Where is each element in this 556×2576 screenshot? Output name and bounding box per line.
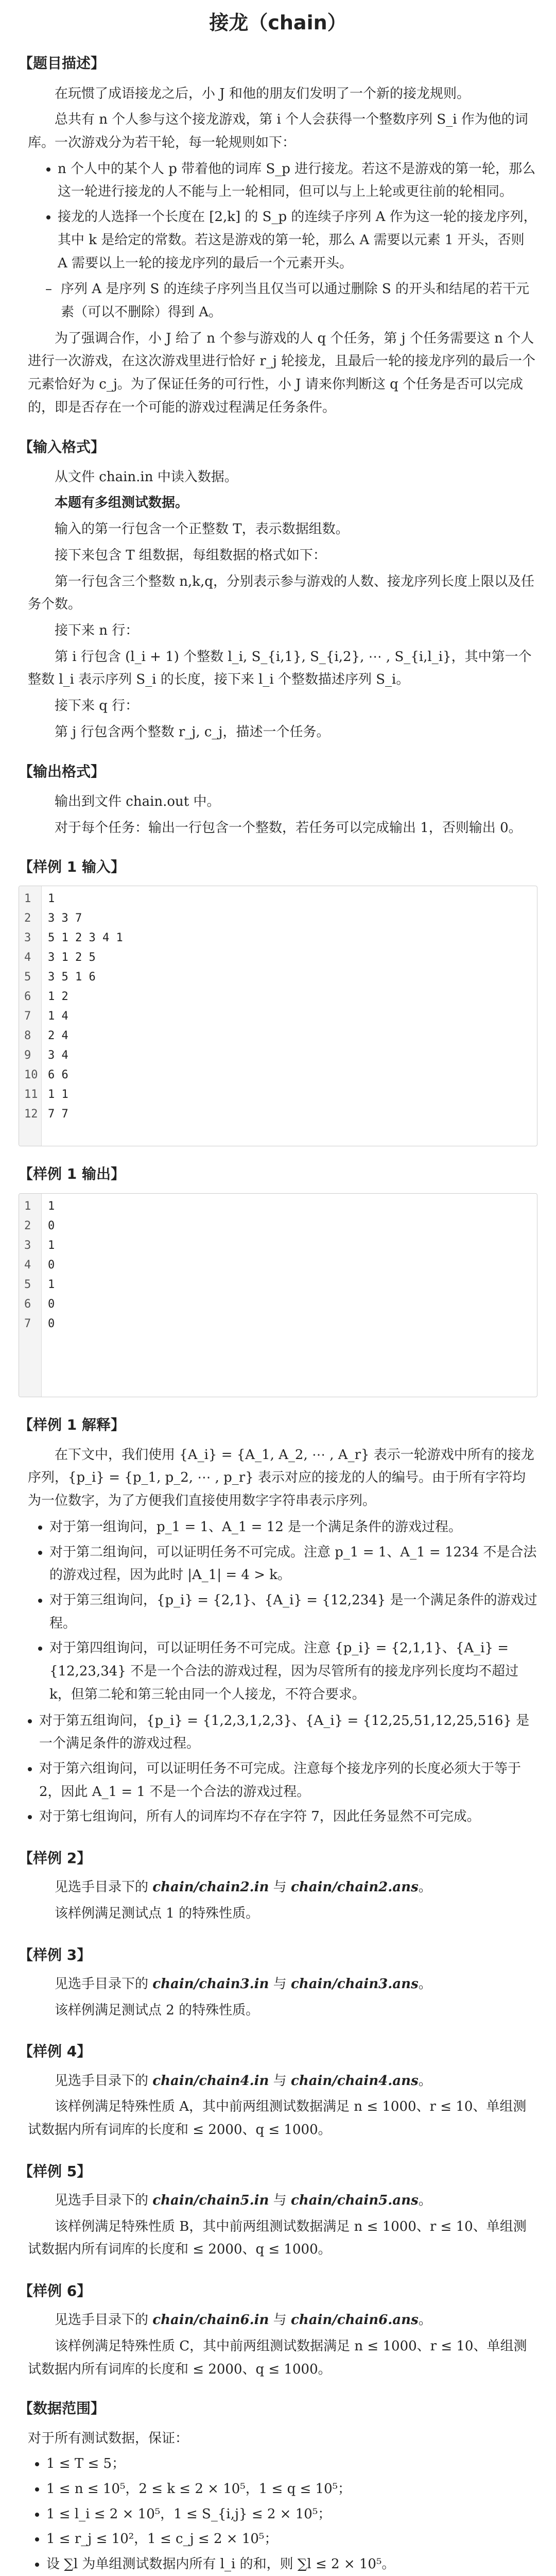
code-line: 0 (48, 1258, 55, 1272)
description-section (19, 82, 537, 419)
sample-text: 与 (269, 2312, 291, 2328)
sample-text: 。 (418, 1879, 432, 1895)
explanation-heading: 【样例 1 解释】 (19, 1416, 125, 1433)
sample-heading: 【样例 2】 (19, 1850, 92, 1867)
line-number: 6 (24, 1297, 31, 1311)
explanation-item: • 对于第四组询问，可以证明任务不可完成。注意 {p_i} = {2,1,1}、{A_i} = {12,23,34} 不是一个合法的游戏过程，因为尽管所有的接龙序列长度均不超过 k，但第二轮和第三轮由同一个人接龙，不符合要求。 (49, 1637, 537, 1706)
sample-files-line (28, 1876, 537, 1899)
answer-file-name: chain/chain3.ans (290, 1976, 419, 1992)
code-line: 3 1 2 5 (48, 951, 96, 964)
explanation-item: • 对于第七组询问，所有人的词库均不存在字符 7，因此任务显然不可完成。 (39, 1805, 537, 1828)
input-file-name: chain/chain4.in (152, 2073, 269, 2089)
answer-file-name: chain/chain6.ans (290, 2312, 419, 2328)
code-line: 1 4 (48, 1010, 68, 1023)
line-number: 2 (24, 912, 31, 925)
input-line: 输入的第一行包含一个正整数 T，表示数据组数。 (55, 521, 349, 537)
sample-heading: 【样例 6】 (19, 2282, 92, 2300)
sample-property-note: 该样例满足特殊性质 C，其中前两组测试数据满足 n ≤ 1000、r ≤ 10、单组测试数据内所有词库的长度和 ≤ 2000、q ≤ 1000。 (28, 2338, 527, 2377)
input-line: 第 i 行包含 (l_i + 1) 个整数 l_i, S_{i,1}, S_{i,2}, ⋯ , S_{i,l_i}，其中第一个整数 l_i 表示序列 S_i 的长度，接下来 l_i 个整数描述序列 S_i。 (28, 649, 532, 688)
code-line: 6 6 (48, 1069, 68, 1082)
sample-property-note: 该样例满足特殊性质 B，其中前两组测试数据满足 n ≤ 1000、r ≤ 10、单组测试数据内所有词库的长度和 ≤ 2000、q ≤ 1000。 (28, 2218, 527, 2258)
sample-block (19, 1876, 537, 1925)
output-line: 对于每个任务：输出一行包含一个整数，若任务可以完成输出 1，否则输出 0。 (55, 820, 522, 836)
rule-list (28, 158, 537, 275)
sample1-input-heading: 【样例 1 输入】 (19, 858, 125, 876)
explanation-list-outer (19, 1709, 537, 1829)
sample-block (19, 1973, 537, 2022)
output-line: 输出到文件 chain.out 中。 (55, 793, 220, 809)
sample-text: 见选手目录下的 (55, 2192, 153, 2208)
sample-text: 与 (269, 1879, 291, 1895)
explanation-section (19, 1444, 537, 1706)
sample-text: 见选手目录下的 (55, 2312, 153, 2328)
output-heading: 【输出格式】 (19, 762, 106, 780)
line-number-gutter (19, 886, 42, 1146)
description-p3: 为了强调合作，小 J 给了 n 个参与游戏的人 q 个任务，第 j 个任务需要这 n 个人进行一次游戏，在这次游戏里进行恰好 r_j 轮接龙，且最后一轮的接龙序列的最后一个元素恰好为 c_j。为了保证任务的可行性，小 J 请来你判断这 q 个任务是否可以完成的，即是否存在一个可能的游戏过程满足任务条件。 (28, 330, 536, 415)
sample-text: 见选手目录下的 (55, 1976, 153, 1992)
code-line: 5 1 2 3 4 1 (48, 931, 123, 945)
sample-heading: 【样例 3】 (19, 1946, 92, 1963)
code-line: 1 (48, 892, 55, 906)
page-title: 接龙（chain） (209, 11, 347, 34)
input-line: 第一行包含三个整数 n,k,q，分别表示参与游戏的人数、接龙序列长度上限以及任务个数。 (28, 573, 534, 613)
sample-property-note: 该样例满足测试点 2 的特殊性质。 (55, 2002, 259, 2018)
range-intro: 对于所有测试数据，保证： (28, 2431, 189, 2447)
input-section (19, 466, 537, 744)
range-section (19, 2427, 537, 2576)
sample-files-line (28, 2189, 537, 2212)
answer-file-name: chain/chain2.ans (290, 1879, 419, 1895)
explanation-item: • 对于第二组询问，可以证明任务不可完成。注意 p_1 = 1、A_1 = 1234 不是合法的游戏过程，因为此时 |A_1| = 4 > k。 (49, 1541, 537, 1587)
description-p1: 在玩惯了成语接龙之后，小 J 和他的朋友们发明了一个新的接龙规则。 (55, 86, 470, 101)
code-line: 1 2 (48, 990, 68, 1004)
sample1-output-heading: 【样例 1 输出】 (19, 1165, 125, 1183)
answer-file-name: chain/chain4.ans (290, 2073, 419, 2089)
line-number: 5 (24, 1278, 31, 1291)
line-number: 4 (24, 951, 31, 964)
line-number: 4 (24, 1258, 31, 1272)
line-number: 10 (24, 1069, 38, 1082)
line-number: 12 (24, 1108, 38, 1121)
input-file-name: chain/chain6.in (152, 2312, 269, 2328)
line-number: 1 (24, 892, 31, 906)
line-number: 1 (24, 1199, 31, 1213)
sample-files-line (28, 1973, 537, 1996)
sample1-input-box[interactable] (19, 886, 537, 1146)
subsequence-note (28, 278, 537, 324)
rule-item: • n 个人中的某个人 p 带着他的词库 S_p 进行接龙。若这不是游戏的第一轮，那么这一轮进行接龙的人不能与上一轮相同，但可以与上上轮或更往前的轮相同。 (58, 158, 537, 204)
code-line: 1 (48, 1199, 55, 1213)
code-line: 2 4 (48, 1029, 68, 1043)
explanation-item: • 对于第三组询问，{p_i} = {2,1}、{A_i} = {12,234} 是一个满足条件的游戏过程。 (49, 1589, 537, 1635)
description-heading: 【题目描述】 (19, 55, 106, 72)
line-number: 3 (24, 931, 31, 945)
code-line: 0 (48, 1297, 55, 1311)
sample-text: 与 (269, 2192, 291, 2208)
extra-samples (19, 1846, 537, 2381)
range-heading: 【数据范围】 (19, 2400, 106, 2417)
input-heading: 【输入格式】 (19, 438, 106, 455)
code-line: 3 3 7 (48, 912, 82, 925)
line-number: 5 (24, 971, 31, 984)
code-line: 3 5 1 6 (48, 971, 96, 984)
code-line: 0 (48, 1317, 55, 1330)
code-line: 1 (48, 1278, 55, 1291)
line-number: 7 (24, 1010, 31, 1023)
input-line: 第 j 行包含两个整数 r_j, c_j，描述一个任务。 (55, 724, 330, 740)
constraint-item: • 设 ∑l 为单组测试数据内所有 l_i 的和，则 ∑l ≤ 2 × 10⁵。 (46, 2553, 537, 2576)
line-number: 7 (24, 1317, 31, 1330)
constraint-item: • 1 ≤ n ≤ 10⁵，2 ≤ k ≤ 2 × 10⁵，1 ≤ q ≤ 10⁵； (46, 2478, 537, 2501)
answer-file-name: chain/chain5.ans (290, 2192, 419, 2208)
input-line: 从文件 chain.in 中读入数据。 (55, 469, 238, 485)
constraint-item: • 1 ≤ l_i ≤ 2 × 10⁵，1 ≤ S_{i,j} ≤ 2 × 10⁵； (46, 2503, 537, 2526)
line-number-gutter (19, 1194, 42, 1397)
input-file-name: chain/chain5.in (152, 2192, 269, 2208)
sample-property-note: 该样例满足特殊性质 A，其中前两组测试数据满足 n ≤ 1000、r ≤ 10、单组测试数据内所有词库的长度和 ≤ 2000、q ≤ 1000。 (28, 2099, 527, 2138)
rule-item: • 接龙的人选择一个长度在 [2,k] 的 S_p 的连续子序列 A 作为这一轮的接龙序列，其中 k 是给定的常数。若这是游戏的第一轮，那么 A 需要以元素 1 开头，否则 A 需要以上一轮的接龙序列的最后一个元素开头。 (58, 206, 537, 275)
rule-item: – 序列 A 是序列 S 的连续子序列当且仅当可以通过删除 S 的开头和结尾的若干元素（可以不删除）得到 A。 (61, 278, 537, 324)
sample-heading: 【样例 4】 (19, 2043, 92, 2060)
constraint-item: • 1 ≤ r_j ≤ 10²，1 ≤ c_j ≤ 2 × 10⁵； (46, 2528, 537, 2551)
constraint-item: • 1 ≤ T ≤ 5； (46, 2452, 537, 2476)
description-p2: 总共有 n 个人参与这个接龙游戏，第 i 个人会获得一个整数序列 S_i 作为他的词库。一次游戏分为若干轮，每一轮规则如下： (28, 112, 528, 150)
sample-text: 。 (418, 1976, 432, 1992)
sample-files-line (28, 2070, 537, 2093)
sample-text: 与 (269, 1976, 291, 1992)
line-number: 2 (24, 1219, 31, 1232)
explanation-item: • 对于第五组询问，{p_i} = {1,2,3,1,2,3}、{A_i} = {12,25,51,12,25,516} 是一个满足条件的游戏过程。 (39, 1709, 537, 1755)
sample1-output-box[interactable] (19, 1193, 537, 1397)
explanation-intro: 在下文中，我们使用 {A_i} = {A_1, A_2, ⋯ , A_r} 表示一轮游戏中所有的接龙序列，{p_i} = {p_1, p_2, ⋯ , p_r} 表示对应的接龙的人的编号。由于所有字符均为一位数字，为了方便我们直接使用数字字符串表示序列。 (28, 1447, 534, 1509)
input-file-name: chain/chain3.in (152, 1976, 269, 1992)
sample-text: 。 (418, 2192, 432, 2208)
constraint-list (28, 2452, 537, 2576)
sample-heading: 【样例 5】 (19, 2162, 92, 2180)
sample-block (19, 2070, 537, 2142)
code-line: 3 4 (48, 1049, 68, 1062)
multi-test-note: 本题有多组测试数据。 (55, 495, 189, 511)
line-number: 8 (24, 1029, 31, 1043)
output-section (19, 790, 537, 839)
input-line: 接下来包含 T 组数据，每组数据的格式如下： (55, 547, 326, 563)
sample-text: 见选手目录下的 (55, 1879, 153, 1895)
code-line: 1 (48, 1239, 55, 1252)
input-line: 接下来 n 行： (55, 623, 139, 639)
line-number: 9 (24, 1049, 31, 1062)
code-line: 1 1 (48, 1088, 68, 1101)
explanation-item: • 对于第六组询问，可以证明任务不可完成。注意每个接龙序列的长度必须大于等于 2，因此 A_1 = 1 不是一个合法的游戏过程。 (39, 1757, 537, 1803)
sample-block (19, 2189, 537, 2261)
line-number: 3 (24, 1239, 31, 1252)
sample-text: 与 (269, 2073, 291, 2089)
code-line: 0 (48, 1219, 55, 1232)
sample-block (19, 2309, 537, 2381)
sample-text: 见选手目录下的 (55, 2073, 153, 2089)
line-number: 11 (24, 1088, 38, 1101)
sample-files-line (28, 2309, 537, 2332)
input-line (28, 492, 537, 515)
line-number: 6 (24, 990, 31, 1004)
sample-property-note: 该样例满足测试点 1 的特殊性质。 (55, 1906, 259, 1922)
input-line: 接下来 q 行： (55, 698, 139, 714)
code-lines (42, 886, 537, 1146)
code-lines (42, 1194, 537, 1397)
code-line: 7 7 (48, 1108, 68, 1121)
sample-text: 。 (418, 2073, 432, 2089)
explanation-item: • 对于第一组询问，p_1 = 1、A_1 = 12 是一个满足条件的游戏过程。 (49, 1516, 537, 1539)
sample-text: 。 (418, 2312, 432, 2328)
explanation-list (28, 1516, 537, 1706)
input-file-name: chain/chain2.in (152, 1879, 269, 1895)
